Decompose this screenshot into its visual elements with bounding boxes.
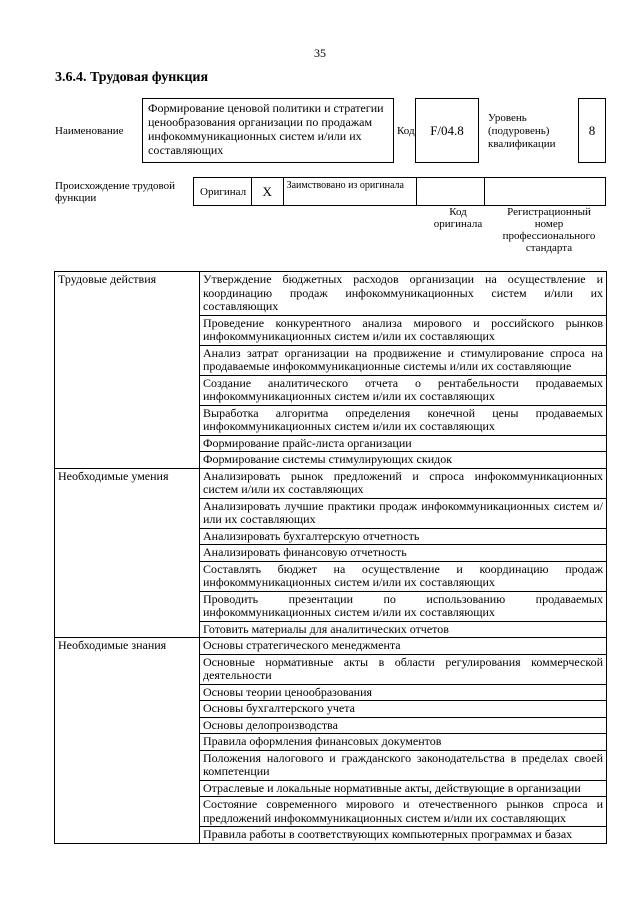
item-cell: Проводить презентации по использованию продаваемых инфокоммуникационных систем и/или их составляющих bbox=[200, 591, 607, 621]
item-cell: Создание аналитического отчета о рентабельности продаваемых инфокоммуникационных систем и/или их составляющих bbox=[200, 375, 607, 405]
name-value: Формирование ценовой политики и стратегии ценообразования организации по продажам инфокоммуникационных систем и/или их составляющих bbox=[142, 98, 394, 163]
reg-number-caption: Регистрационный номер профессионального стандарта bbox=[502, 206, 596, 254]
item-cell: Положения налогового и гражданского законодательства в пределах своей компетенции bbox=[200, 750, 607, 780]
table-row bbox=[55, 638, 607, 655]
category-cell: Необходимые умения bbox=[55, 468, 200, 638]
borrowed-label: Заимствовано из оригинала bbox=[284, 178, 417, 205]
level-value: 8 bbox=[578, 98, 606, 163]
origin-strip bbox=[193, 177, 606, 206]
item-cell: Готовить материалы для аналитических отчетов bbox=[200, 621, 607, 638]
item-cell: Основные нормативные акты в области регулирования коммерческой деятельности bbox=[200, 654, 607, 684]
item-cell: Правила работы в соответствующих компьютерных программах и базах bbox=[200, 827, 607, 844]
item-cell: Правила оформления финансовых документов bbox=[200, 734, 607, 751]
item-cell: Составлять бюджет на осуществление и координацию продаж инфокоммуникационных систем и/или их составляющих bbox=[200, 561, 607, 591]
section-title: 3.6.4. Трудовая функция bbox=[55, 70, 209, 85]
item-cell: Проведение конкурентного анализа мирового и российского рынков инфокоммуникационных систем и/или их составляющих bbox=[200, 315, 607, 345]
origin-label: Происхождение трудовой функции bbox=[55, 180, 176, 204]
item-cell: Анализировать лучшие практики продаж инфокоммуникационных систем и/или их составляющих bbox=[200, 498, 607, 528]
item-cell: Анализ затрат организации на продвижение и стимулирование спроса на продаваемые инфокоммуникационные системы и/или их составляющие bbox=[200, 345, 607, 375]
item-cell: Основы теории ценообразования bbox=[200, 684, 607, 701]
item-cell: Выработка алгоритма определения конечной цены продаваемых инфокоммуникационных систем и/или их составляющих bbox=[200, 405, 607, 435]
function-table bbox=[54, 271, 607, 844]
table-row bbox=[55, 272, 607, 316]
name-label: Наименование bbox=[55, 125, 124, 137]
item-cell: Анализировать бухгалтерскую отчетность bbox=[200, 528, 607, 545]
reg-number-cell bbox=[485, 178, 605, 205]
level-label: Уровень (подуровень) квалификации bbox=[488, 112, 556, 150]
item-cell: Утверждение бюджетных расходов организации на осуществление и координацию продаж инфокоммуникационных систем и/или их составляющих bbox=[200, 272, 607, 316]
original-code-cell bbox=[417, 178, 485, 205]
item-cell: Отраслевые и локальные нормативные акты, действующие в организации bbox=[200, 780, 607, 797]
item-cell: Основы стратегического менеджмента bbox=[200, 638, 607, 655]
code-value: F/04.8 bbox=[415, 98, 479, 163]
code-label: Код bbox=[397, 125, 415, 137]
item-cell: Основы бухгалтерского учета bbox=[200, 701, 607, 718]
item-cell: Анализировать финансовую отчетность bbox=[200, 545, 607, 562]
item-cell: Формирование системы стимулирующих скидок bbox=[200, 452, 607, 469]
item-cell: Формирование прайс-листа организации bbox=[200, 435, 607, 452]
original-mark: X bbox=[252, 178, 284, 205]
category-cell: Необходимые знания bbox=[55, 638, 200, 844]
original-code-caption: Код оригинала bbox=[433, 206, 483, 230]
table-row bbox=[55, 468, 607, 498]
item-cell: Основы делопроизводства bbox=[200, 717, 607, 734]
item-cell: Анализировать рынок предложений и спроса инфокоммуникационных систем и/или их составляющих bbox=[200, 468, 607, 498]
original-label: Оригинал bbox=[194, 178, 252, 205]
page-number: 35 bbox=[314, 46, 326, 60]
category-cell: Трудовые действия bbox=[55, 272, 200, 469]
item-cell: Состояние современного мирового и отечественного рынков спроса и предложений инфокоммуникационных систем и/или их составляющих bbox=[200, 797, 607, 827]
